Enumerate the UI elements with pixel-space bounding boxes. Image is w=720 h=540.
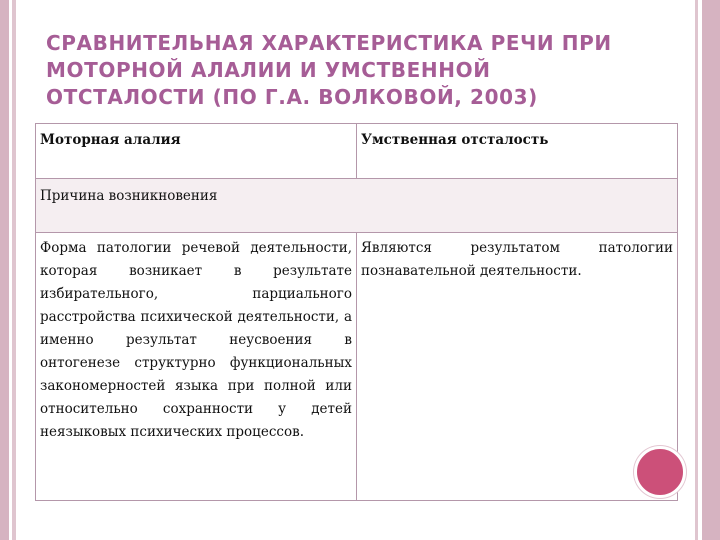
cell-mental-retardation-cause: Являются результатом патологии познавательной деятельности.	[357, 233, 678, 501]
table-row	[36, 233, 678, 501]
cell-motor-alalia-cause: Форма патологии речевой деятельности, которая возникает в результате избирательного, парциального расстройства психической деятельности, а именно результат неусвоения в онтогенезе структурно функциональных закономерностей языка при полной или относительно сохранности у детей неязыковых психических процессов.	[36, 233, 357, 501]
table-group-row	[36, 179, 678, 233]
header-mental-retardation: Умственная отсталость	[357, 124, 678, 179]
right-decorative-stripe	[702, 0, 720, 540]
decorative-circle-icon	[634, 446, 686, 498]
header-motor-alalia: Моторная алалия	[36, 124, 357, 179]
group-label-cause: Причина возникновения	[36, 179, 678, 233]
right-decorative-thin-stripe	[695, 0, 698, 540]
left-decorative-stripe	[0, 0, 9, 540]
table-header-row	[36, 124, 678, 179]
slide-title: СРАВНИТЕЛЬНАЯ ХАРАКТЕРИСТИКА РЕЧИ ПРИ МОТОРНОЙ АЛАЛИИ И УМСТВЕННОЙ ОТСТАЛОСТИ (ПО Г.А. ВОЛКОВОЙ, 2003)	[46, 31, 612, 109]
comparison-table	[35, 123, 678, 501]
left-decorative-thin-stripe	[12, 0, 16, 540]
